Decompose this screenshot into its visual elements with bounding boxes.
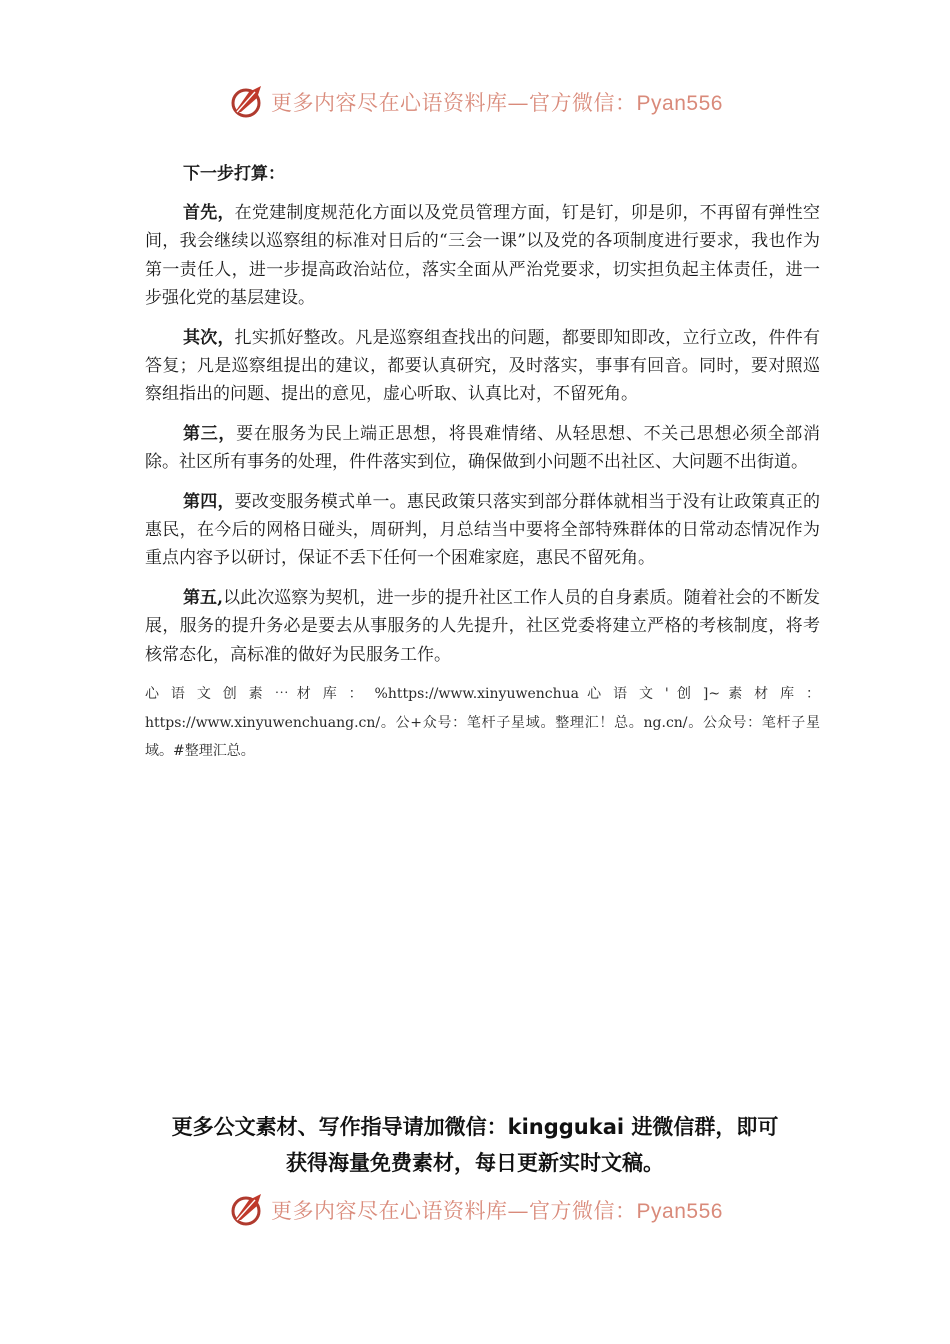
banner-wechat-id: Pyan556	[636, 92, 723, 115]
banner-wechat-id: Pyan556	[636, 1200, 723, 1223]
paragraph-lead: 第五,	[183, 587, 224, 608]
paragraph-first	[145, 199, 820, 313]
banner-text	[271, 87, 723, 117]
paragraph-body: 要在服务为民上端正思想，将畏难情绪、从轻思想、不关己思想必须全部消除。社区所有事务的处理，件件落实到位，确保做到小问题不出社区、大问题不出街道。	[145, 423, 821, 473]
paragraph-body: 以此次巡察为契机，进一步的提升社区工作人员的自身素质。随着社会的不断发展，服务的提升务必是要去从事服务的人先提升，社区党委将建立严格的考核制度，将考核常态化，高标准的做好为民服务工作。	[145, 587, 820, 665]
banner-text	[271, 1195, 723, 1225]
paragraph-lead: 第三，	[183, 423, 237, 444]
paragraph-lead: 首先，	[183, 203, 235, 223]
footer-line-2: 获得海量免费素材，每日更新实时文稿。	[286, 1151, 664, 1175]
quill-logo-icon	[227, 82, 267, 122]
paragraph-third	[145, 420, 820, 477]
paragraph-fifth	[145, 584, 820, 669]
footer-promo	[0, 1109, 950, 1181]
paragraph-second	[145, 324, 820, 409]
banner-title: 更多内容尽在心语资料库—官方微信：	[271, 91, 637, 115]
paragraph-lead: 其次，	[183, 327, 235, 348]
quill-logo-icon	[227, 1190, 267, 1230]
footer-line-1: 更多公文素材、写作指导请加微信：kinggukai 进微信群，即可	[171, 1115, 779, 1139]
section-heading: 下一步打算：	[183, 164, 285, 184]
paragraph-lead: 第四，	[183, 491, 235, 512]
banner-title: 更多内容尽在心语资料库—官方微信：	[271, 1199, 637, 1223]
header-banner	[0, 82, 950, 122]
paragraph-fourth	[145, 488, 820, 573]
footer-banner	[0, 1190, 950, 1230]
paragraph-body: 扎实抓好整改。凡是巡察组查找出的问题，都要即知即改，立行立改，件件有答复；凡是巡察组提出的建议，都要认真研究，及时落实，事事有回音。同时，要对照巡察组指出的问题、提出的意见，虚心听取、认真比对，不留死角。	[145, 327, 821, 405]
document-body	[145, 160, 820, 766]
paragraph-body: 要改变服务模式单一。惠民政策只落实到部分群体就相当于没有让政策真正的惠民，在今后的网格日碰头，周研判，月总结当中要将全部特殊群体的日常动态情况作为重点内容予以研讨，保证不丢下任何一个困难家庭，惠民不留死角。	[145, 491, 821, 569]
source-note: 心 语 文 创 素 ⋯ 材 库 ： %https://www.xinyuwenchua 心 语 文 ' 创 ]~ 素 材 库 ： https://www.xinyuwenchuang.cn/。公+众号：笔杆子星域。整理汇！总。ng.cn/。公众号：笔杆子星域。#整理汇总。	[145, 686, 820, 760]
paragraph-body: 在党建制度规范化方面以及党员管理方面，钉是钉，卯是卯，不再留有弹性空间，我会继续以巡察组的标准对日后的“三会一课”以及党的各项制度进行要求，我也作为第一责任人，进一步提高政治站位，落实全面从严治党要求，切实担负起主体责任，进一步强化党的基层建设。	[145, 203, 821, 309]
